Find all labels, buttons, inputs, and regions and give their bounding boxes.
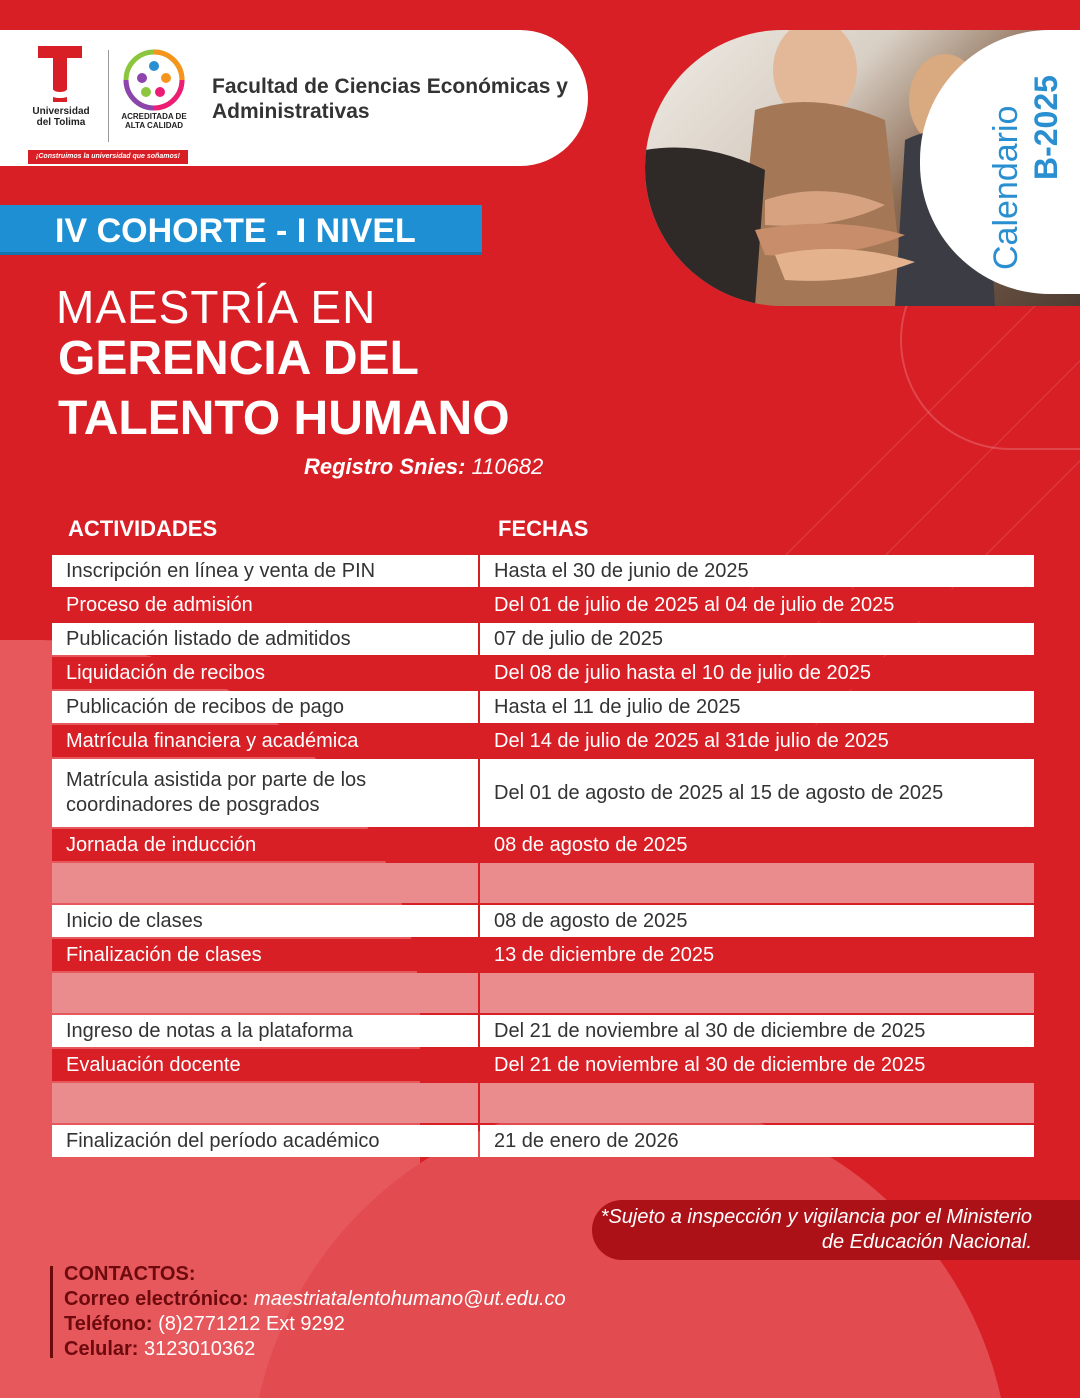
table-row xyxy=(52,589,1034,621)
faculty-name: Facultad de Ciencias Económicas y Administrativas xyxy=(212,75,568,123)
empty-cell xyxy=(52,973,478,1013)
empty-cell xyxy=(52,863,478,903)
table-row xyxy=(52,1015,1034,1047)
table-row-empty xyxy=(52,863,1034,903)
table-header-dates: FECHAS xyxy=(498,516,589,541)
accreditation-label: ACREDITADA DE ALTA CALIDAD xyxy=(121,112,187,130)
date-cell: 08 de agosto de 2025 xyxy=(480,829,1034,861)
table-row xyxy=(52,829,1034,861)
email-label: Correo electrónico: xyxy=(64,1288,249,1310)
table-row xyxy=(52,905,1034,937)
logo-divider xyxy=(108,50,109,142)
table-header-activities: ACTIVIDADES xyxy=(68,516,218,541)
contact-mobile xyxy=(64,1337,566,1362)
date-cell: 08 de agosto de 2025 xyxy=(480,905,1034,937)
date-cell: Del 01 de agosto de 2025 al 15 de agosto de 2025 xyxy=(480,759,1034,827)
calendar-label xyxy=(986,50,1066,270)
program-title-line1: MAESTRÍA EN xyxy=(56,281,377,333)
email-link[interactable]: maestriatalentohumano@ut.edu.co xyxy=(254,1288,566,1310)
table-row xyxy=(52,725,1034,757)
activity-cell: Inscripción en línea y venta de PIN xyxy=(52,555,478,587)
activity-cell: Publicación de recibos de pago xyxy=(52,691,478,723)
table-row xyxy=(52,939,1034,971)
phone-label: Teléfono: xyxy=(64,1313,153,1335)
empty-cell xyxy=(480,973,1034,1013)
program-title-line2: GERENCIA DEL xyxy=(58,332,419,385)
activity-cell: Finalización de clases xyxy=(52,939,478,971)
ut-logo-icon xyxy=(34,46,86,102)
activity-cell: Matrícula financiera y académica xyxy=(52,725,478,757)
date-cell: Hasta el 30 de junio de 2025 xyxy=(480,555,1034,587)
table-row xyxy=(52,1125,1034,1157)
mobile-label: Celular: xyxy=(64,1338,139,1360)
contacts-heading: CONTACTOS: xyxy=(64,1263,196,1285)
phone-number: (8)2771212 Ext 9292 xyxy=(158,1313,345,1335)
empty-cell xyxy=(480,1083,1034,1123)
date-cell: Del 21 de noviembre al 30 de diciembre de 2025 xyxy=(480,1015,1034,1047)
mobile-number: 3123010362 xyxy=(144,1338,256,1360)
university-slogan: ¡Construimos la universidad que soñamos! xyxy=(28,150,188,164)
empty-cell xyxy=(52,1083,478,1123)
calendar-word: Calendario xyxy=(987,105,1025,270)
empty-cell xyxy=(480,863,1034,903)
date-cell: 21 de enero de 2026 xyxy=(480,1125,1034,1157)
date-cell: Del 21 de noviembre al 30 de diciembre de 2025 xyxy=(480,1049,1034,1081)
date-cell: Del 14 de julio de 2025 al 31de julio de 2025 xyxy=(480,725,1034,757)
table-row xyxy=(52,657,1034,689)
table-row-empty xyxy=(52,973,1034,1013)
calendar-code: B-2025 xyxy=(1028,75,1064,180)
table-row xyxy=(52,555,1034,587)
header-banner xyxy=(0,30,588,166)
university-logo xyxy=(28,46,198,166)
activity-cell: Ingreso de notas a la plataforma xyxy=(52,1015,478,1047)
table-row-empty xyxy=(52,1083,1034,1123)
table-row xyxy=(52,759,1034,827)
table-row xyxy=(52,623,1034,655)
accreditation-badge-icon xyxy=(122,48,186,112)
snies-label: Registro Snies: xyxy=(304,454,466,479)
activity-cell: Matrícula asistida por parte de los coordinadores de posgrados xyxy=(52,759,478,827)
contact-phone xyxy=(64,1312,566,1337)
cohort-label: IV COHORTE - I NIVEL xyxy=(55,212,416,250)
activity-cell: Evaluación docente xyxy=(52,1049,478,1081)
table-row xyxy=(52,691,1034,723)
contacts-accent-bar xyxy=(50,1266,53,1358)
contact-email xyxy=(64,1287,566,1312)
contacts-block xyxy=(64,1262,566,1362)
activity-cell: Proceso de admisión xyxy=(52,589,478,621)
university-name: Universidad del Tolima xyxy=(32,106,90,128)
snies-registry xyxy=(304,452,543,482)
date-cell: Del 01 de julio de 2025 al 04 de julio de 2025 xyxy=(480,589,1034,621)
legal-note: *Sujeto a inspección y vigilancia por el Ministerio de Educación Nacional. xyxy=(600,1206,1032,1253)
cohort-banner xyxy=(0,205,482,255)
snies-value: 110682 xyxy=(471,454,544,479)
date-cell: 07 de julio de 2025 xyxy=(480,623,1034,655)
activity-cell: Liquidación de recibos xyxy=(52,657,478,689)
table-row xyxy=(52,1049,1034,1081)
date-cell: Hasta el 11 de julio de 2025 xyxy=(480,691,1034,723)
activity-cell: Jornada de inducción xyxy=(52,829,478,861)
activity-cell: Inicio de clases xyxy=(52,905,478,937)
activity-cell: Publicación listado de admitidos xyxy=(52,623,478,655)
date-cell: Del 08 de julio hasta el 10 de julio de 2025 xyxy=(480,657,1034,689)
schedule-table xyxy=(52,555,1034,1159)
date-cell: 13 de diciembre de 2025 xyxy=(480,939,1034,971)
program-title-line3: TALENTO HUMANO xyxy=(58,392,510,445)
activity-cell: Finalización del período académico xyxy=(52,1125,478,1157)
